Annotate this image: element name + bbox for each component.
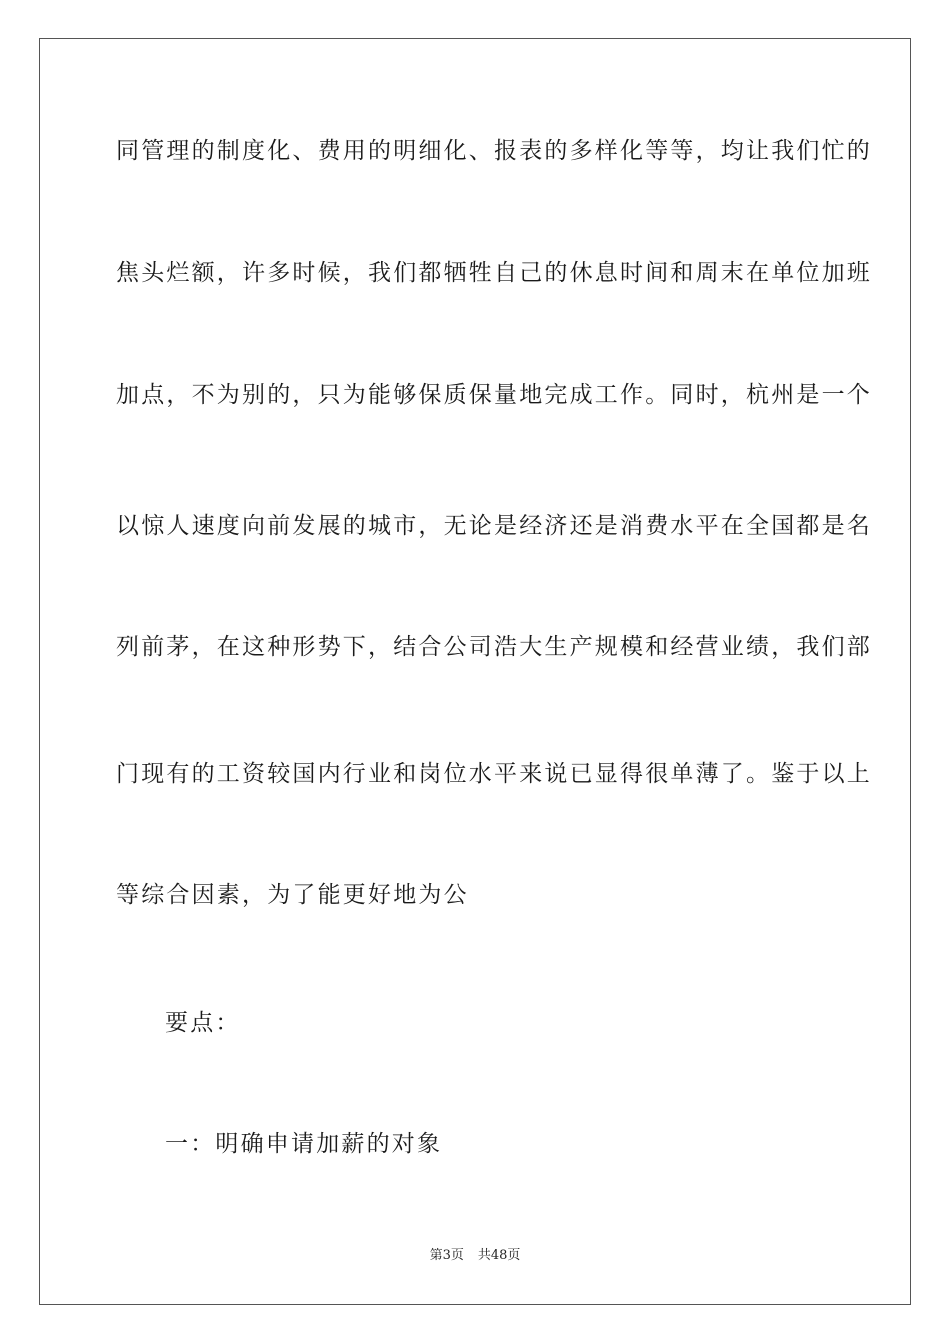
- page-number: 第3页: [429, 1248, 464, 1263]
- body-text-line: 门现有的工资较国内行业和岗位水平来说已显得很单薄了。鉴于以上: [116, 761, 872, 787]
- section-one-heading: 一：明确申请加薪的对象: [165, 1131, 443, 1157]
- body-text-line: 等综合因素，为了能更好地为公: [116, 882, 469, 908]
- key-points-heading: 要点：: [165, 1010, 241, 1036]
- body-text-line: 加点，不为别的，只为能够保质保量地完成工作。同时，杭州是一个: [116, 382, 872, 408]
- body-text-line: 以惊人速度向前发展的城市，无论是经济还是消费水平在全国都是名: [116, 513, 872, 539]
- body-text-line: 焦头烂额，许多时候，我们都牺牲自己的休息时间和周末在单位加班: [116, 260, 872, 286]
- body-text-line: 同管理的制度化、费用的明细化、报表的多样化等等，均让我们忙的: [116, 138, 872, 164]
- page-footer: [0, 1247, 950, 1265]
- body-text-line: 列前茅，在这种形势下，结合公司浩大生产规模和经营业绩，我们部: [116, 634, 872, 660]
- page-border: [39, 38, 911, 1305]
- page-total: 共48页: [477, 1248, 521, 1263]
